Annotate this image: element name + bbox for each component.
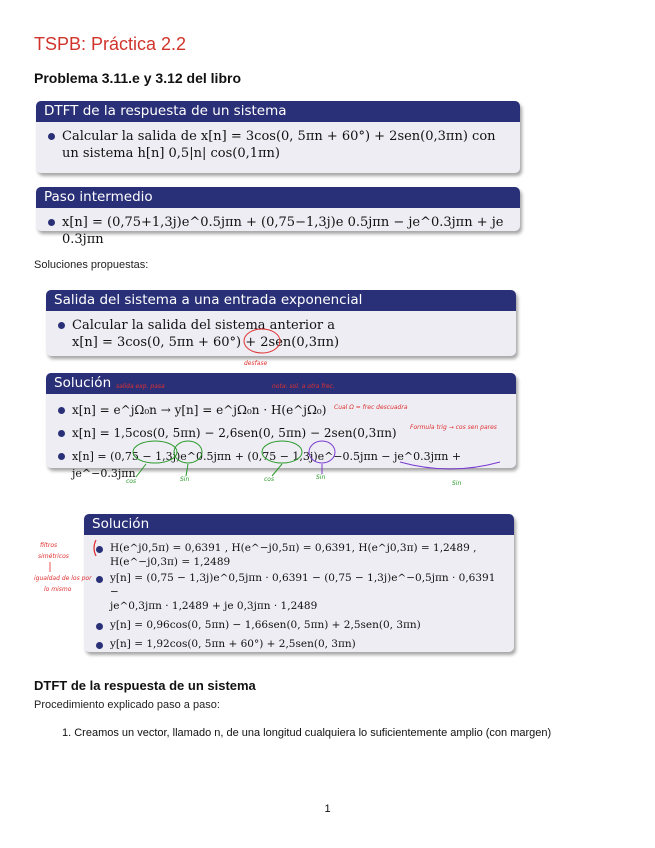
procedure-label: Procedimiento explicado paso a paso: <box>34 699 220 711</box>
annotation-filtro-1: filtros <box>40 542 58 549</box>
block-solucion1-title: Solución <box>46 373 516 394</box>
circle-60deg <box>244 329 280 353</box>
block-dtft-title: DTFT de la respuesta de un sistema <box>36 101 520 122</box>
block-sol1-line1: x[n] = e^jΩ₀n → y[n] = e^jΩ₀n · H(e^jΩ₀) <box>72 403 327 417</box>
page-title: TSPB: Práctica 2.2 <box>34 34 187 54</box>
block-sol2-line1a: H(e^j0,5π) = 0,6391 , H(e^−j0,5π) = 0,6391, H(e^j0,3π) = 1,2489 , <box>110 542 477 554</box>
annotation-nota: nota: sol. a otra frec. <box>272 383 335 390</box>
block-sol1-line2: x[n] = 1,5cos(0, 5πn) − 2,6sen(0, 5πn) − 2sen(0,3πn) <box>72 426 397 440</box>
brace-sin-3 <box>400 462 500 469</box>
block-solucion2-title: Solución <box>84 514 514 535</box>
annotation-desfase: desfase <box>244 360 268 367</box>
annotation-cual: Cual Ω = frec descuadra <box>334 404 408 411</box>
problem-heading: Problema 3.11.e y 3.12 del libro <box>34 70 241 86</box>
bracket-filtro <box>94 540 96 556</box>
soluciones-label: Soluciones propuestas: <box>34 259 149 271</box>
block-sol2-line4: y[n] = 1,92cos(0, 5πn + 60°) + 2,5sen(0, 3πn) <box>110 638 356 650</box>
block-sol2-line2a: y[n] = (0,75 − 1,3j)e^0,5jπn · 0,6391 − (0,75 − 1,3j)e^−0,5jπn · 0,6391 − <box>110 572 496 598</box>
annotation-filtro-3: igualdad de los por <box>34 575 92 582</box>
annotation-sin-1: Sin <box>180 476 190 483</box>
circle-sin-1 <box>174 441 202 463</box>
annotation-sin-3: Sin <box>452 480 462 487</box>
block-paso-line1: x[n] = (0,75+1,3j)e^0.5jπn + (0,75−1,3j)e 0.5jπn − je^0.3jπn + je 0.3jπn <box>62 215 504 247</box>
annotation-formula: Formula trig → cos sen pares <box>410 424 497 431</box>
page-number: 1 <box>324 803 331 815</box>
arrow-sin-1 <box>186 464 188 476</box>
block-salida-line1: Calcular la salida del sistema anterior a <box>72 318 336 333</box>
circle-cos-1 <box>133 441 177 463</box>
block-salida-line2: x[n] = 3cos(0, 5πn + 60°) + 2sen(0,3πn) <box>72 335 340 350</box>
arrow-cos-1 <box>136 464 146 477</box>
annotation-filtro-2: simétricos <box>38 553 69 560</box>
circle-cos-2 <box>262 441 302 463</box>
block-sol1-line3: x[n] = (0,75 − 1,3j)e^0.5jπn + (0,75 − 1,3j)e^−0.5jπn − je^0.3jπn + je^−0.3jπn <box>72 450 462 480</box>
block-paso-title: Paso intermedio <box>36 187 520 208</box>
annotation-filtro-4: lo mismo <box>44 586 72 593</box>
block-sol2-line3: y[n] = 0,96cos(0, 5πn) − 1,66sen(0, 5πn) + 2,5sen(0, 3πn) <box>110 619 421 631</box>
block-sol2-line1b: H(e^−j0,3π) = 1,2489 <box>110 556 231 568</box>
step-1: 1. Creamos un vector, llamado n, de una longitud cualquiera lo suficientemente amplio (con margen) <box>62 727 552 739</box>
annotation-salida-exp: salida exp. pasa <box>116 383 165 390</box>
annotation-cos-1: cos <box>126 478 137 485</box>
section2-heading: DTFT de la respuesta de un sistema <box>34 678 256 693</box>
block-salida-title: Salida del sistema a una entrada exponencial <box>46 290 516 311</box>
annotation-cos-2: cos <box>264 476 275 483</box>
annotation-sin-2: Sin <box>316 474 326 481</box>
block-sol2-line2b: je^0,3jπn · 1,2489 + je 0,3jπn · 1,2489 <box>110 600 318 612</box>
arrow-cos-2 <box>272 464 282 476</box>
circle-sin-2 <box>309 441 335 463</box>
block-dtft-line2: un sistema h[n] 0,5|n| cos(0,1πn) <box>62 146 280 161</box>
block-dtft-line1: Calcular la salida de x[n] = 3cos(0, 5πn + 60°) + 2sen(0,3πn) con <box>62 129 496 144</box>
